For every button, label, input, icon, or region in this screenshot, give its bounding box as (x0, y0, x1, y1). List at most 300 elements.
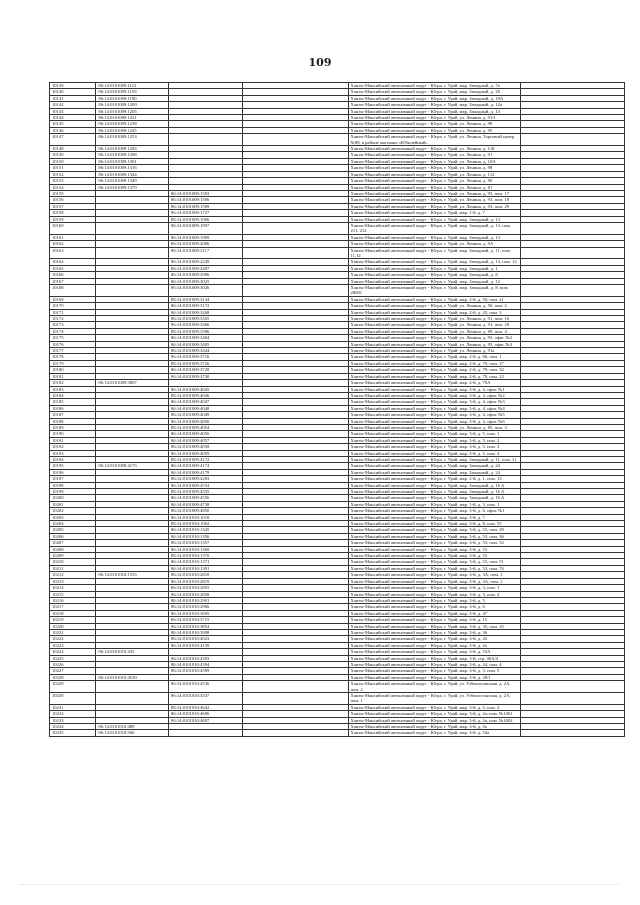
cell-addr: Ханты-Мансийский автономный округ - Югра, г. Урай, мкр. 3-й, д. 4, офис №5 (348, 412, 521, 418)
cell-addr: Ханты-Мансийский автономный округ - Югра, г. Урай, мкр. Западный, д. 8, пом. 20001 (348, 285, 521, 297)
cell-num: 10211 (50, 565, 96, 571)
cell-num: 10209 (50, 553, 96, 559)
cell-num: 10201 (50, 501, 96, 507)
cell-addr: Ханты-Мансийский автономный округ - Югра, г. Урай, мкр. Западный, д. 13 (348, 234, 521, 240)
cell-num: 10139 (50, 83, 96, 89)
table-row (50, 693, 625, 705)
cell-num: 10203 (50, 514, 96, 520)
cell-addr: Ханты-Мансийский автономный округ - Югра, г. Урай, ул. Ленина, Торговый центр №88, в районе магазина «Юбилейный» (348, 134, 521, 146)
cell-num: 10225 (50, 655, 96, 661)
cell-cad2: 86:14:0101010:4697 (169, 717, 243, 723)
cell-num: 10165 (50, 265, 96, 271)
cell-addr: Ханты-Мансийский автономный округ - Югра, г. Урай, мкр. Западный, д. 24 (348, 463, 521, 469)
cell-num: 10199 (50, 489, 96, 495)
cell-cad2: 86:14:0101009:4174 (169, 463, 243, 469)
table-row (50, 247, 625, 259)
cell-addr: Ханты-Мансийский автономный округ - Югра, г. Урай, ул. Ленина, д. 93, пом. 18 (348, 197, 521, 203)
cell-cad2: 86:14:0101009:4045 (169, 386, 243, 392)
cell-cad2: 86:14:0101009:4850 (169, 508, 243, 514)
cell-num: 10141 (50, 95, 96, 101)
cell-num: 10224 (50, 649, 96, 655)
cell-cad2: 86:14:0101009:3716 (169, 354, 243, 360)
cell-cad1 (96, 681, 169, 693)
cell-cad3 (242, 681, 348, 693)
table-row (50, 730, 625, 736)
cell-addr: Ханты-Мансийский автономный округ - Югра, г. Урай, ул. Ленина, д. 85, пом. 3 (348, 424, 521, 430)
cell-cad2: 86:14:0101010:2966 (169, 604, 243, 610)
cell-cad2: 86:14:0101009:4056 (169, 431, 243, 437)
cell-cad2: 86:14:0101009:1503 (169, 190, 243, 196)
cell-addr: Ханты-Мансийский автономный округ - Югра, г. Урай, ул. Ленина, д. 93, пом. 17 (348, 190, 521, 196)
cell-cad2: 86:14:0101009:3025 (169, 278, 243, 284)
cell-addr: Ханты-Мансийский автономный округ - Югра, г. Урай, мкр. Западный, д. 16 А (348, 495, 521, 501)
cell-cad2: 86:14:0101009:4059 (169, 450, 243, 456)
registry-body (50, 83, 625, 737)
cell-num: 10151 (50, 165, 96, 171)
cell-addr: Ханты-Мансийский автономный округ - Югра, г. Урай, мкр. 3-й, д. 53, пом. 52 (348, 540, 521, 546)
cell-cad2: 86:14:0101010:2819 (169, 578, 243, 584)
cell-num: 10206 (50, 533, 96, 539)
cell-num: 10176 (50, 341, 96, 347)
cell-cad3 (242, 285, 348, 297)
cell-addr: Ханты-Мансийский автономный округ - Югра, г. Урай, мкр. 3-й, д. 53, пом. 36 (348, 533, 521, 539)
cell-cad2: 86:14:0101010:4696 (169, 711, 243, 717)
cell-num: 10195 (50, 463, 96, 469)
cell-addr: Ханты-Мансийский автономный округ - Югра, г. Урай, ул. Ленина, д. 91/1 (348, 115, 521, 121)
cell-num: 10223 (50, 642, 96, 648)
cell-num: 10222 (50, 636, 96, 642)
cell-addr: Ханты-Мансийский автономный округ - Югра, г. Урай, ул. Ленина, д. 91а (348, 348, 521, 354)
cell-addr: Ханты-Мансийский автономный округ - Югра, г. Урай, ул. Ленина, д. 93, офис №2 (348, 335, 521, 341)
cell-num: 10214 (50, 585, 96, 591)
cell-num: 10198 (50, 482, 96, 488)
cell-num: 10140 (50, 89, 96, 95)
cell-cad2: 86:14:0101009:4058 (169, 444, 243, 450)
cell-cad1: 86:14:0101009:1301 (96, 158, 169, 164)
cell-num: 10208 (50, 546, 96, 552)
cell-cad1: 86:14:0101009:1379 (96, 184, 169, 190)
cell-addr: Ханты-Мансийский автономный округ - Югра, г. Урай, мкр. 3-й, д. 4, офис №6 (348, 418, 521, 424)
cell-cad1: 86:14:0101009:1349 (96, 178, 169, 184)
cell-addr: Ханты-Мансийский автономный округ - Югра, г. Урай, ул. Ленина, д. 50, пом. 2 (348, 303, 521, 309)
cell-addr: Ханты-Мансийский автономный округ - Югра, г. Урай, мкр. Западный, д. 13 (348, 216, 521, 222)
cell-num: 10157 (50, 203, 96, 209)
cell-addr: Ханты-Мансийский автономный округ - Югра, г. Урай, мкр. 3-й, д. 43 (348, 636, 521, 642)
cell-addr: Ханты-Мансийский автономный округ - Югра, г. Урай, мкр. 3-й, д. 53 (348, 553, 521, 559)
cell-num: 10193 (50, 450, 96, 456)
table-row (50, 134, 625, 146)
cell-cad2: 86:14:0101009:4057 (169, 437, 243, 443)
cell-cad3 (242, 730, 348, 736)
cell-num: 10169 (50, 296, 96, 302)
cell-addr: Ханты-Мансийский автономный округ - Югра, г. Урай, мкр. 3-й, д. 2а (348, 642, 521, 648)
cell-extra (521, 222, 625, 234)
cell-addr: Ханты-Мансийский автономный округ - Югра, г. Урай, ул. Ленина, д. 93, пом. 29 (348, 203, 521, 209)
cell-num: 10173 (50, 322, 96, 328)
cell-cad2: 86:14:0101009:4050 (169, 418, 243, 424)
cell-addr: Ханты-Мансийский автономный округ - Югра, г. Урай, мкр. 3-й, д. 5, пом. 1 (348, 431, 521, 437)
table-row (50, 222, 625, 234)
cell-cad2: 86:14:0101009:4179 (169, 469, 243, 475)
cell-num: 10186 (50, 405, 96, 411)
cell-cad2: 86:14:0101010:4509 (169, 668, 243, 674)
cell-addr: Ханты-Мансийский автономный округ - Югра, г. Урай, мкр. 3-й, д. 24, пом. 4 (348, 661, 521, 667)
cell-cad2: 86:14:0101009:4283 (169, 476, 243, 482)
cell-addr: Ханты-Мансийский автономный округ - Югра, г. Урай, мкр. Западный, д. 16 А (348, 482, 521, 488)
cell-cad1: 86:14:0101009:1316 (96, 165, 169, 171)
cell-num: 10205 (50, 527, 96, 533)
cell-num: 10145 (50, 121, 96, 127)
cell-addr: Ханты-Мансийский автономный округ - Югра, г. Урай, ул. Ленина, д. 95 (348, 127, 521, 133)
cell-cad2: 86:14:0101010:4642 (169, 704, 243, 710)
cell-addr: Ханты-Мансийский автономный округ - Югра, г. Урай, мкр. 3-й, д. 3А, пом. 2 (348, 578, 521, 584)
cell-cad2: 86:14:0101009:2249 (169, 259, 243, 265)
cell-num: 10159 (50, 216, 96, 222)
cell-addr: Ханты-Мансийский автономный округ - Югра, г. Урай, ул. Ленина, д. 91, пом. 16 (348, 316, 521, 322)
cell-num: 10219 (50, 617, 96, 623)
cell-addr: Ханты-Мансийский автономный округ - Югра, г. Урай, ул. Ленина, д. 90 (348, 178, 521, 184)
registry-table (49, 82, 625, 737)
cell-num: 10144 (50, 115, 96, 121)
cell-cad3 (242, 247, 348, 259)
cell-num: 10210 (50, 559, 96, 565)
cell-cad2: 86:14:0101009:3730 (169, 373, 243, 379)
cell-addr: Ханты-Мансийский автономный округ - Югра, г. Урай, мкр. 3-й, д. 3, пом. 1 (348, 585, 521, 591)
cell-addr: Ханты-Мансийский автономный округ - Югра, г. Урай, мкр. 2-й, д. 79, пом. 22 (348, 373, 521, 379)
cell-addr: Ханты-Мансийский автономный округ - Югра, г. Урай, мкр. 1-й, д. 3, пом. 1 (348, 501, 521, 507)
cell-cad2: 86:14:0101009:4046 (169, 392, 243, 398)
cell-num: 10147 (50, 134, 96, 146)
cell-num: 10231 (50, 704, 96, 710)
cell-cad1: 86:14:0101009:1245 (96, 127, 169, 133)
cell-num: 10166 (50, 272, 96, 278)
cell-cad1 (96, 693, 169, 705)
cell-cad2: 86:14:0101010:1357 (169, 540, 243, 546)
cell-num: 10154 (50, 184, 96, 190)
cell-num: 10142 (50, 102, 96, 108)
cell-addr: Ханты-Мансийский автономный округ - Югра, г. Урай, мкр. 3-й, д. 5, пом. 2 (348, 704, 521, 710)
cell-cad1: 86:14:0101009:1238 (96, 121, 169, 127)
cell-cad2: 86:14:0101010:3998 (169, 629, 243, 635)
cell-extra (521, 693, 625, 705)
cell-num: 10162 (50, 241, 96, 247)
cell-num: 10177 (50, 348, 96, 354)
cell-addr: Ханты-Мансийский автономный округ - Югра, г. Урай, мкр. 3-й, д. 6, офис №1 (348, 508, 521, 514)
cell-addr: Ханты-Мансийский автономный округ - Югра, г. Урай, мкр. 2-й, д. 43, пом. 3 (348, 309, 521, 315)
cell-num: 10183 (50, 386, 96, 392)
cell-num: 10202 (50, 508, 96, 514)
cell-cad1: 86:14:0101009:1205 (96, 108, 169, 114)
cell-addr: Ханты-Мансийский автономный округ - Югра, г. Урай, мкр. 3-й, д. 5, пом. 3 (348, 444, 521, 450)
cell-addr: Ханты-Мансийский автономный округ - Югра, г. Урай, мкр. Западный, д. 24 (348, 469, 521, 475)
cell-num: 10182 (50, 380, 96, 386)
cell-cad2: 86:14:0101010:2858 (169, 591, 243, 597)
cell-cad2: 86:14:0101009:4554 (169, 482, 243, 488)
cell-cad2: 86:14:0101009:1906 (169, 216, 243, 222)
cell-cad2: 86:14:0101010:1369 (169, 546, 243, 552)
cell-num: 10149 (50, 152, 96, 158)
cell-cad3 (242, 222, 348, 234)
cell-cad2: 86:14:0101010:4023 (169, 636, 243, 642)
cell-cad2: 86:14:0101009:3728 (169, 367, 243, 373)
cell-addr: Ханты-Мансийский автономный округ - Югра, г. Урай, ул. Ленина, д. 9А (348, 241, 521, 247)
cell-addr: Ханты-Мансийский автономный округ - Югра, г. Урай, ул. Ленина, д. 81 (348, 184, 521, 190)
cell-cad2: 86:14:0101009:4172 (169, 456, 243, 462)
cell-addr: Ханты-Мансийский автономный округ - Югра, г. Урай, мкр. 3-й, д. 5, пом. 2 (348, 437, 521, 443)
cell-addr: Ханты-Мансийский автономный округ - Югра, г. Урай, мкр. 3-й, д. 53, пом. 76 (348, 565, 521, 571)
cell-cad2: 86:14:0101009:4049 (169, 412, 243, 418)
cell-cad2: 86:14:0101009:1727 (169, 210, 243, 216)
cell-num: 10168 (50, 285, 96, 297)
cell-addr: Ханты-Мансийский автономный округ - Югра, г. Урай, мкр. 3-й, д. 53А (348, 649, 521, 655)
cell-num: 10234 (50, 724, 96, 730)
cell-num: 10213 (50, 578, 96, 584)
cell-cad2: 86:14:0101009:3172 (169, 303, 243, 309)
cell-num: 10235 (50, 730, 96, 736)
cell-cad2: 86:14:0101009:3404 (169, 335, 243, 341)
cell-addr: Ханты-Мансийский автономный округ - Югра, г. Урай, мкр. 2-й, д. 79, пом. 27 (348, 360, 521, 366)
cell-addr: Ханты-Мансийский автономный округ - Югра, г. Урай, мкр. 3-й, д. 28/1 (348, 674, 521, 680)
cell-addr: Ханты-Мансийский автономный округ - Югра, г. Урай, мкр. 3-й, д. 53, пом. 51 (348, 559, 521, 565)
cell-addr: Ханты-Мансийский автономный округ - Югра, г. Урай, мкр. Западный, д. 19А (348, 95, 521, 101)
cell-cad1: 86:14:0101010:1553 (96, 572, 169, 578)
cell-cad2: 86:14:0101010:4393 (169, 655, 243, 661)
cell-cad2: 86:14:0101010:1371 (169, 559, 243, 565)
cell-cad2: 86:14:0101010:2901 (169, 597, 243, 603)
cell-addr: Ханты-Мансийский автономный округ - Югра, г. Урай, мкр. 3-й, д. 8, пом. 55 (348, 521, 521, 527)
cell-num: 10229 (50, 681, 96, 693)
cell-cad2: 86:14:0101009:2996 (169, 272, 243, 278)
cell-cad1: 86:14:0101009:1283 (96, 146, 169, 152)
cell-addr: Ханты-Мансийский автономный округ - Югра, г. Урай, мкр. 3-й, д. 7 (348, 514, 521, 520)
cell-num: 10190 (50, 431, 96, 437)
cell-num: 10171 (50, 309, 96, 315)
cell-num: 10180 (50, 367, 96, 373)
cell-addr: Ханты-Мансийский автономный округ - Югра, г. Урай, мкр. 2-й, д. 79, пом. 32 (348, 367, 521, 373)
cell-cad2: 86:14:0101009:3134 (169, 296, 243, 302)
cell-num: 10200 (50, 495, 96, 501)
cell-cad1 (96, 247, 169, 259)
cell-cad2: 86:14:0101009:4738 (169, 501, 243, 507)
cell-addr: Ханты-Мансийский автономный округ - Югра, г. Урай, мкр. 3-й, д. 3, пом. 2 (348, 591, 521, 597)
cell-cad2: 86:14:0101009:3444 (169, 348, 243, 354)
cell-cad2: 86:14:0101010:1062 (169, 521, 243, 527)
cell-cad1: 86:14:0101010:4530 (96, 674, 169, 680)
cell-addr: Ханты-Мансийский автономный округ - Югра, г. Урай, мкр. 1-й, д. 7 (348, 210, 521, 216)
cell-cad1: 86:14:0101010:560 (96, 730, 169, 736)
cell-addr: Ханты-Мансийский автономный округ - Югра, г. Урай, ул. Ленина, д. 89, пом. 4 (348, 328, 521, 334)
cell-num: 10189 (50, 424, 96, 430)
cell-cad2: 86:14:0101010:4394 (169, 661, 243, 667)
cell-num: 10212 (50, 572, 96, 578)
cell-cad2: 86:14:0101009:3355 (169, 316, 243, 322)
cell-addr: Ханты-Мансийский автономный округ - Югра, г. Урай, ул. Ленина, д. 98 (348, 121, 521, 127)
cell-addr: Ханты-Мансийский автономный округ - Югра, г. Урай, мкр. 3-й, д. 35, пом. 35 (348, 623, 521, 629)
cell-cad1: 86:14:0101009:1112 (96, 83, 169, 89)
cell-addr: Ханты-Мансийский автономный округ - Югра, г. Урай, ул. Ленина, д. 93, офис №3 (348, 341, 521, 347)
cell-num: 10148 (50, 146, 96, 152)
cell-num: 10181 (50, 373, 96, 379)
cell-num: 10204 (50, 521, 96, 527)
cell-addr: Ханты-Мансийский автономный округ - Югра, г. Урай, мкр. 3-й, д. 3А, пом. 1 (348, 572, 521, 578)
cell-cad2: 86:14:0101010:1370 (169, 553, 243, 559)
cell-num: 10146 (50, 127, 96, 133)
cell-num: 10220 (50, 623, 96, 629)
cell-num: 10150 (50, 158, 96, 164)
cell-addr: Ханты-Мансийский автономный округ - Югра, г. Урай, мкр. 3-й, д. 4, офис №1 (348, 386, 521, 392)
cell-num: 10161 (50, 234, 96, 240)
cell-addr: Ханты-Мансийский автономный округ - Югра, г. Урай, мкр. Западный, д. 12 (348, 278, 521, 284)
cell-num: 10217 (50, 604, 96, 610)
cell-addr: Ханты-Мансийский автономный округ - Югра, г. Урай, мкр. 3-й, д. 2а, пом. №1002 (348, 717, 521, 723)
cell-cad2: 86:14:0101010:1345 (169, 527, 243, 533)
cell-addr: Ханты-Мансийский автономный округ - Югра, г. Урай, ул. Ленина, д. 91, пом. 29 (348, 322, 521, 328)
cell-cad2: 86:14:0101009:4054 (169, 424, 243, 430)
cell-cad2: 86:14:0101009:4048 (169, 405, 243, 411)
cell-addr: Ханты-Мансийский автономный округ - Югра, г. Урай, мкр. 3-й, д. 47 (348, 610, 521, 616)
cell-num: 10221 (50, 629, 96, 635)
cell-addr: Ханты-Мансийский автономный округ - Югра, г. Урай, мкр. 3-й, д. 53, пом. 29 (348, 527, 521, 533)
cell-num: 10215 (50, 591, 96, 597)
cell-cad2: 86:14:0101009:2497 (169, 265, 243, 271)
cell-cad2: 86:14:0101009:3268 (169, 309, 243, 315)
cell-num: 10143 (50, 108, 96, 114)
cell-cad2: 86:14:0101010:4536 (169, 681, 243, 693)
cell-addr: Ханты-Мансийский автономный округ - Югра, г. Урай, мкр. Западный, д. 12а (348, 102, 521, 108)
cell-cad2: 86:14:0101009:4047 (169, 399, 243, 405)
cell-num: 10197 (50, 476, 96, 482)
cell-addr: Ханты-Мансийский автономный округ - Югра, г. Урай, мкр. Западный, д. 16 А (348, 489, 521, 495)
cell-addr: Ханты-Мансийский автономный округ - Югра, г. Урай, мкр. 3-й, д. 15 (348, 617, 521, 623)
cell-cad2: 86:14:0101010:4139 (169, 642, 243, 648)
cell-num: 10207 (50, 540, 96, 546)
cell-addr: Ханты-Мансийский автономный округ - Югра, г. Урай, мкр. 3-й, д. 4, офис №2 (348, 392, 521, 398)
cell-cad1: 86:14:0101009:1344 (96, 171, 169, 177)
cell-cad1: 86:14:0101010:489 (96, 724, 169, 730)
cell-num: 10164 (50, 259, 96, 265)
cell-addr: Ханты-Мансийский автономный округ - Югра, г. Урай, мкр. Западный, д. 7а (348, 83, 521, 89)
cell-cad2: 86:14:0101009:3026 (169, 285, 243, 297)
cell-cad1: 86:14:0101009:3807 (96, 380, 169, 386)
cell-addr: Ханты-Мансийский автономный округ - Югра, г. Урай, мкр. Западный, д. 13, пом. 211, 212 (348, 222, 521, 234)
cell-cad1: 86:14:0101009:1288 (96, 152, 169, 158)
cell-num: 10174 (50, 328, 96, 334)
cell-num: 10218 (50, 610, 96, 616)
cell-num: 10187 (50, 412, 96, 418)
cell-addr: Ханты-Мансийский автономный округ - Югра, г. Урай, мкр. 3-й, д. 5 (348, 597, 521, 603)
cell-num: 10188 (50, 418, 96, 424)
cell-cad2 (169, 134, 243, 146)
cell-cad1: 86:14:0101010:435 (96, 649, 169, 655)
cell-addr: Ханты-Мансийский автономный округ - Югра, г. Урай, мкр. 3-й, д. 2а, пом. №1001 (348, 711, 521, 717)
table-row (50, 285, 625, 297)
cell-num: 10230 (50, 693, 96, 705)
cell-cad2: 86:14:0101009:3405 (169, 341, 243, 347)
cell-cad2: 86:14:0101009:3726 (169, 360, 243, 366)
cell-num: 10158 (50, 210, 96, 216)
cell-cad2: 86:14:0101010:3695 (169, 610, 243, 616)
page-number: 109 (308, 56, 332, 69)
cell-cad2: 86:14:0101009:3396 (169, 328, 243, 334)
cell-num: 10232 (50, 711, 96, 717)
cell-extra (521, 247, 625, 259)
cell-num: 10155 (50, 190, 96, 196)
cell-addr: Ханты-Мансийский автономный округ - Югра, г. Урай, мкр. 3-й, д. 3, пом. 5 (348, 668, 521, 674)
cell-addr: Ханты-Мансийский автономный округ - Югра, г. Урай, мкр. Западный, д. 11, пом. 11,12 (348, 247, 521, 259)
cell-cad3 (242, 134, 348, 146)
cell-cad2: 86:14:0101009:1506 (169, 197, 243, 203)
cell-addr: Ханты-Мансийский автономный округ - Югра, г. Урай, мкр. Западный, д. 8 (348, 272, 521, 278)
table-row (50, 681, 625, 693)
cell-addr: Ханты-Мансийский автономный округ - Югра, г. Урай, мкр. 3-й, д. 5а (348, 724, 521, 730)
cell-num: 10167 (50, 278, 96, 284)
cell-num: 10226 (50, 661, 96, 667)
cell-cad2: 86:14:0101009:3366 (169, 322, 243, 328)
cell-addr: Ханты-Мансийский автономный округ - Югра, г. Урай, ул. Узбекистанская, д. 2А, пом. 2 (348, 681, 521, 693)
cell-addr: Ханты-Мансийский автономный округ - Югра, г. Урай, мкр. Западный, д. 14 (348, 108, 521, 114)
cell-cad2: 86:14:0101010:1018 (169, 514, 243, 520)
cell-num: 10160 (50, 222, 96, 234)
cell-num: 10233 (50, 717, 96, 723)
cell-cad2: 86:14:0101010:2818 (169, 572, 243, 578)
cell-cad2: 86:14:0101010:2855 (169, 585, 243, 591)
cell-cad1: 86:14:0101009:1221 (96, 115, 169, 121)
cell-cad2: 86:14:0101009:1909 (169, 234, 243, 240)
cell-cad2: 86:14:0101009:1509 (169, 203, 243, 209)
cell-cad2: 86:14:0101009:4555 (169, 489, 243, 495)
cell-cad2: 86:14:0101010:3715 (169, 617, 243, 623)
cell-num: 10175 (50, 335, 96, 341)
cell-cad1: 86:14:0101009:1200 (96, 102, 169, 108)
cell-addr: Ханты-Мансийский автономный округ - Югра, г. Урай, мкр. 2-й, д. 50, пом. 21 (348, 296, 521, 302)
cell-num: 10194 (50, 456, 96, 462)
cell-cad2: 86:14:0101009:1907 (169, 222, 243, 234)
cell-num: 10216 (50, 597, 96, 603)
cell-cad2: 86:14:0101010:3854 (169, 623, 243, 629)
cell-cad1: 86:14:0101009:1253 (96, 134, 169, 146)
cell-addr: Ханты-Мансийский автономный округ - Югра, г. Урай, мкр. 2-й, д. 1, пом. 13 (348, 476, 521, 482)
cell-addr: Ханты-Мансийский автономный округ - Югра, г. Урай, ул. Ленина, д. 118 (348, 146, 521, 152)
cell-num: 10156 (50, 197, 96, 203)
cell-addr: Ханты-Мансийский автономный округ - Югра, г. Урай, мкр. 2-й, д. 70А (348, 380, 521, 386)
cell-cad2: 86:14:0101009:2006 (169, 241, 243, 247)
cell-addr: Ханты-Мансийский автономный округ - Югра, г. Урай, мкр. Западный, д. 13, пом. 12 (348, 259, 521, 265)
cell-addr: Ханты-Мансийский автономный округ - Югра, г. Урай, ул. Ленина, д. 98 (348, 165, 521, 171)
cell-num: 10185 (50, 399, 96, 405)
cell-num: 10170 (50, 303, 96, 309)
cell-addr: Ханты-Мансийский автономный округ - Югра, г. Урай, мкр. Западный, д. 11, пом. 11 (348, 456, 521, 462)
cell-addr: Ханты-Мансийский автономный округ - Югра, г. Урай, мкр. 3-й, д. 5, пом. 4 (348, 450, 521, 456)
cell-cad2: 86:14:0101010:1391 (169, 565, 243, 571)
cell-extra (521, 681, 625, 693)
cell-num: 10196 (50, 469, 96, 475)
cell-num: 10184 (50, 392, 96, 398)
cell-num: 10163 (50, 247, 96, 259)
cell-cad1: 86:14:0101009:4173 (96, 463, 169, 469)
cell-addr: Ханты-Мансийский автономный округ - Югра, г. Урай, мкр. Западный, д. 1 (348, 265, 521, 271)
cell-extra (521, 730, 625, 736)
cell-addr: Ханты-Мансийский автономный округ - Югра, г. Урай, мкр. 3-й, стр. 40А/4 (348, 655, 521, 661)
cell-addr: Ханты-Мансийский автономный округ - Югра, г. Урай, мкр. 3-й, д. 6 (348, 604, 521, 610)
cell-cad1 (96, 222, 169, 234)
cell-num: 10228 (50, 674, 96, 680)
cell-addr: Ханты-Мансийский автономный округ - Югра, г. Урай, мкр. 3-й, д. 53 (348, 546, 521, 552)
cell-cad2: 86:14:0101010:4537 (169, 693, 243, 705)
cell-num: 10178 (50, 354, 96, 360)
cell-cad1: 86:14:0101009:1190 (96, 95, 169, 101)
cell-num: 10179 (50, 360, 96, 366)
cell-extra (521, 285, 625, 297)
